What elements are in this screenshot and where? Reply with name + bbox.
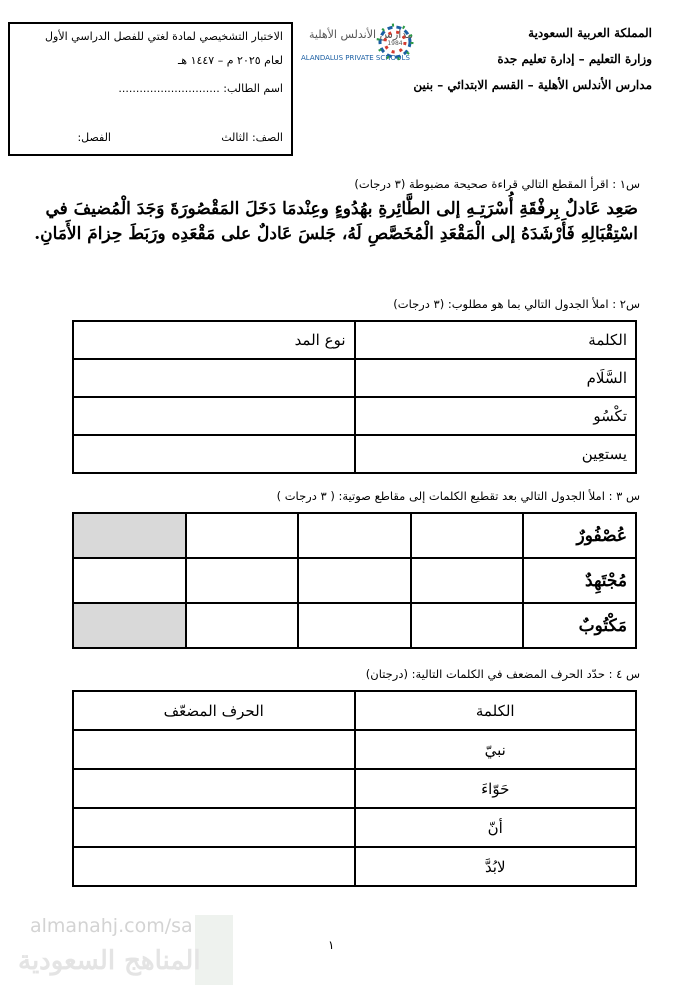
shaded-cell — [73, 603, 186, 648]
watermark-block — [195, 915, 233, 985]
word-cell: يستعِين — [355, 435, 637, 473]
answer-cell[interactable] — [73, 730, 355, 769]
student-name-field: اسم الطالب: ............................. — [118, 82, 283, 95]
syllable-cell[interactable] — [298, 513, 411, 558]
watermark-arabic: المناهج السعودية — [18, 946, 201, 976]
grade-field: الصف: الثالث — [221, 131, 283, 144]
exam-year: لعام ٢٠٢٥ م – ١٤٤٧ هـ — [178, 54, 283, 67]
word-cell: حَوّاءَ — [355, 769, 637, 808]
watermark-url: almanahj.com/sa — [30, 915, 193, 937]
header-kingdom: المملكة العربية السعودية — [528, 26, 652, 40]
star-logo-icon — [375, 20, 415, 70]
word-cell: نبيّ — [355, 730, 637, 769]
header-madd-type: نوع المد — [73, 321, 355, 359]
answer-cell[interactable] — [73, 808, 355, 847]
syllable-cell[interactable] — [298, 603, 411, 648]
q4-prompt: س ٤ : حدّد الحرف المضعف في الكلمات التالية: (درجتان) — [365, 667, 640, 681]
header-word: الكلمة — [355, 321, 637, 359]
word-cell: مَكْتُوبٌ — [523, 603, 636, 648]
table-row — [73, 730, 636, 769]
syllable-cell[interactable] — [411, 558, 524, 603]
exam-info-box — [8, 22, 293, 156]
q4-table — [72, 690, 637, 887]
word-cell: لابُدَّ — [355, 847, 637, 886]
table-row — [73, 435, 636, 473]
table-row — [73, 769, 636, 808]
syllable-cell[interactable] — [411, 513, 524, 558]
table-header-row — [73, 321, 636, 359]
exam-title: الاختبار التشخيصي لمادة لغتي للفصل الدراسي الأول — [45, 30, 283, 43]
word-cell: مُجْتَهِدٌ — [523, 558, 636, 603]
word-cell: عُصْفُورٌ — [523, 513, 636, 558]
syllable-cell[interactable] — [73, 558, 186, 603]
q3-prompt: س ٣ : املأ الجدول التالي بعد تقطيع الكلمات إلى مقاطع صوتية: ( ٣ درجات ) — [276, 489, 640, 503]
answer-cell[interactable] — [73, 397, 355, 435]
q2-table — [72, 320, 637, 474]
logo-english-text: ALANDALUS PRIVATE SCHOOLS — [301, 54, 410, 62]
word-cell: تكْسُو — [355, 397, 637, 435]
section-field: الفصل: — [77, 131, 111, 144]
word-cell: أنّ — [355, 808, 637, 847]
table-row — [73, 847, 636, 886]
answer-cell[interactable] — [73, 435, 355, 473]
table-row — [73, 513, 636, 558]
school-header — [413, 20, 652, 98]
header-ministry: وزارة التعليم – إدارة تعليم جدة — [497, 52, 652, 66]
school-logo — [295, 20, 415, 80]
table-row — [73, 808, 636, 847]
table-header-row — [73, 691, 636, 730]
q3-table — [72, 512, 637, 649]
syllable-cell[interactable] — [186, 603, 299, 648]
table-row — [73, 558, 636, 603]
word-cell: السَّلَام — [355, 359, 637, 397]
header-word: الكلمة — [355, 691, 637, 730]
syllable-cell[interactable] — [411, 603, 524, 648]
syllable-cell[interactable] — [186, 513, 299, 558]
shaded-cell — [73, 513, 186, 558]
table-row — [73, 397, 636, 435]
logo-arabic-text: مدارس الأندلس الأهلية — [309, 28, 413, 41]
q2-prompt: س٢ : املأ الجدول التالي بما هو مطلوب: (٣ درجات) — [393, 297, 640, 311]
logo-year: 1984 — [387, 40, 403, 47]
answer-cell[interactable] — [73, 847, 355, 886]
table-row — [73, 359, 636, 397]
page-number: ١ — [328, 938, 335, 952]
header-school: مدارس الأندلس الأهلية – القسم الابتدائي – بنين — [413, 78, 652, 92]
answer-cell[interactable] — [73, 769, 355, 808]
q1-prompt: س١ : اقرأ المقطع التالي قراءة صحيحة مضبوطة (٣ درجات) — [354, 177, 640, 191]
table-row — [73, 603, 636, 648]
q1-passage: صَعِد عَادلٌ بِرفْقَةِ أُسْرَتِـهِ إلى الطَّائِرةِ بهُدُوءٍ وعِنْدمَا دَخَلَ المَقْصُورَةَ وَجَدَ الْمُضيفَ في اسْتِقْبَالِهِ فَأَرْشَدَهُ إلى الْمَقْعَدِ الْمُخَصَّصِ لَهُ، جَلسَ عَادلٌ على مَقْعَدِه ورَبَطَ حِزامَ الأَمَانِ. — [34, 199, 638, 244]
answer-cell[interactable] — [73, 359, 355, 397]
syllable-cell[interactable] — [298, 558, 411, 603]
syllable-cell[interactable] — [186, 558, 299, 603]
header-doubled-letter: الحرف المضعّف — [73, 691, 355, 730]
